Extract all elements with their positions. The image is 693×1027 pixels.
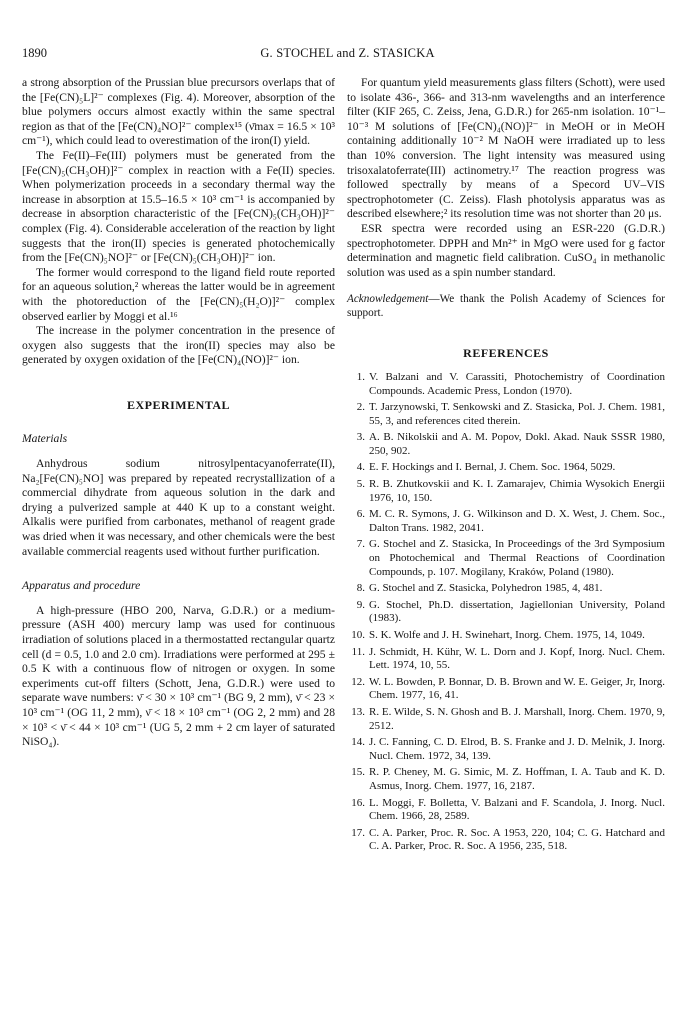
left-column [22, 76, 335, 750]
reference-number: 16. [351, 796, 365, 809]
reference-item [347, 646, 665, 673]
paragraph: The former would correspond to the ligand field route reported for an aqueous solution,² whereas the latter would be in agreement with the photoreduction of the [Fe(CN)₅(H₂O)]²⁻ complex observed earlier by Moggi et al.¹⁶ [22, 265, 335, 323]
reference-item [347, 629, 665, 643]
reference-item [347, 538, 665, 579]
reference-text: R. B. Zhutkovskii and K. I. Zamarajev, Chimia Wysokich Energii 1976, 10, 150. [369, 478, 665, 504]
reference-text: S. K. Wolfe and J. H. Swinehart, Inorg. Chem. 1975, 14, 1049. [369, 629, 645, 641]
reference-text: G. Stochel and Z. Stasicka, In Proceedings of the 3rd Symposium on Photochemical and Thermal Reactions of Coordination Compounds, p. 107. Mogilany, Kraków, Poland (1980). [369, 538, 665, 578]
reference-number: 9. [356, 598, 365, 611]
reference-number: 6. [356, 508, 365, 521]
reference-item [347, 766, 665, 793]
reference-item [347, 599, 665, 626]
reference-text: G. Stochel, Ph.D. dissertation, Jagiellonian University, Poland (1983). [369, 598, 665, 625]
reference-number: 2. [356, 401, 365, 414]
reference-text: M. C. R. Symons, J. G. Wilkinson and D. X. West, J. Chem. Soc., Dalton Trans. 1982, 2041. [369, 508, 665, 534]
reference-item [347, 736, 665, 763]
reference-number: 12. [351, 675, 365, 688]
subsection-heading-materials: Materials [22, 432, 68, 446]
acknowledgement [347, 292, 665, 320]
reference-item [347, 582, 665, 596]
paragraph: The Fe(II)–Fe(III) polymers must be generated from the [Fe(CN)₅(CH₃OH)]²⁻ complex in reaction with a Fe(II) species. When polymerization proceeds in a secondary thermal way the increase in absorption at 15.5–16.5 × 10³ cm⁻¹ is accompanied by decrease in absorption characteristic of the [Fe(CN)₅(CH₃OH)]²⁻ complex (Fig. 4). Considerable acceleration of the reaction by light suggests that the iron(II) species is generated photochemically from the [Fe(CN)₅NO]²⁻ or [Fe(CN)₅(CH₃OH)]²⁻ ion. [22, 148, 335, 265]
reference-item [347, 706, 665, 733]
page-number: 1890 [22, 46, 47, 60]
reference-text: R. P. Cheney, M. G. Simic, M. Z. Hoffman, I. A. Taub and K. D. Asmus, Inorg. Chem. 1977, 16, 2187. [369, 766, 665, 792]
reference-number: 17. [351, 826, 365, 839]
reference-number: 13. [351, 705, 365, 718]
reference-number: 10. [351, 629, 365, 641]
reference-number: 1. [356, 370, 365, 383]
reference-text: V. Balzani and V. Carassiti, Photochemistry of Coordination Compounds. Academic Press, London (1970). [369, 370, 665, 397]
right-column [347, 76, 665, 857]
paragraph: ESR spectra were recorded using an ESR-220 (G.D.R.) spectrophotometer. DPPH and Mn²⁺ in MgO were used for g factor determination and magnetic field calibration. CuSO₄ in methanolic solution was used as a spin number standard. [347, 221, 665, 279]
reference-text: J. C. Fanning, C. D. Elrod, B. S. Franke and J. D. Melnik, J. Inorg. Nucl. Chem. 1972, 34, 139. [369, 736, 665, 762]
reference-text: E. F. Hockings and I. Bernal, J. Chem. Soc. 1964, 5029. [369, 461, 616, 474]
reference-number: 7. [356, 538, 365, 551]
reference-item [347, 461, 665, 475]
reference-text: J. Schmidt, H. Kühr, W. L. Dorn and J. Kopf, Inorg. Nucl. Chem. Lett. 1974, 10, 55. [369, 645, 665, 672]
reference-number: 15. [351, 766, 365, 779]
page-header [22, 46, 673, 62]
section-heading-experimental: EXPERIMENTAL [126, 397, 231, 412]
acknowledgement-text: —We thank the Polish Academy of Sciences for support. [347, 293, 665, 320]
references-heading: REFERENCES [463, 346, 549, 361]
paragraph: a strong absorption of the Prussian blue precursors overlaps that of the [Fe(CN)₅L]²⁻ complexes (Fig. 4). Moreover, absorption of the blue polymers occurs almost exactly within the same spectral region as that of the [Fe(CN)₄NO]²⁻ complex¹⁵ (ν̄max = 16.5 × 10³ cm⁻¹), which could lead to overestimation of the iron(I) yield. [22, 76, 335, 148]
paragraph: The increase in the polymer concentration in the presence of oxygen also suggests that the iron(II) species may also be generated by oxygen oxidation of the [Fe(CN)₄(NO)]²⁻ ion. [22, 324, 335, 367]
reference-text: A. B. Nikolskii and A. M. Popov, Dokl. Akad. Nauk SSSR 1980, 250, 902. [369, 431, 665, 457]
reference-number: 3. [356, 431, 365, 444]
reference-text: L. Moggi, F. Bolletta, V. Balzani and F. Scandola, J. Inorg. Nucl. Chem. 1966, 28, 2589. [369, 796, 665, 823]
reference-number: 5. [356, 478, 365, 491]
reference-text: R. E. Wilde, S. N. Ghosh and B. J. Marshall, Inorg. Chem. 1970, 9, 2512. [369, 705, 665, 732]
reference-item [347, 676, 665, 703]
reference-text: G. Stochel and Z. Stasicka, Polyhedron 1985, 4, 481. [369, 582, 603, 595]
paragraph: For quantum yield measurements glass filters (Schott), were used to isolate 436-, 366- and 313-nm wavelengths and an interference filter (KIF 265, C. Zeiss, Jena, G.D.R.) for 265-nm isolation. 10⁻¹–10⁻³ M solutions of [Fe(CN)₄(NO)]²⁻ in MeOH or in MeOH containing additionally 10⁻² M NaOH were irradiated up to less than 10% conversion. The light intensity was measured using trisoxalatoferrate(III) actinometry.¹⁷ The reaction progress was followed spectrally by means of a Specord UV–VIS spectrophotometer (C. Zeiss). Flash photolysis apparatus was as described elsewhere;² its resolution time was not shorter than 20 μs. [347, 76, 665, 221]
reference-item [347, 431, 665, 458]
reference-item [347, 401, 665, 428]
paragraph: Anhydrous sodium nitrosylpentacyanoferrate(II), Na₂[Fe(CN)₅NO] was prepared by repeated recrystallization of a commercial dihydrate from aqueous solution in the dark and drying a pulverized sample at 440 K up to a constant weight. Alkalis were purified from carbonates, methanol of reagent grade was dried when it was necessary, and other chemicals were the best available commercial reagents used without further purification. [22, 457, 335, 558]
subsection-heading-apparatus: Apparatus and procedure [22, 579, 141, 593]
reference-text: W. L. Bowden, P. Bonnar, D. B. Brown and W. E. Geiger, Jr, Inorg. Chem. 1977, 16, 41. [369, 675, 665, 702]
reference-number: 8. [356, 582, 365, 595]
running-head: G. STOCHEL and Z. STASICKA [260, 46, 435, 60]
reference-item [347, 797, 665, 824]
reference-number: 14. [351, 736, 365, 749]
reference-text: C. A. Parker, Proc. R. Soc. A 1953, 220, 104; C. G. Hatchard and C. A. Parker, Proc. R. Soc. A 1956, 235, 518. [369, 826, 665, 853]
reference-item [347, 371, 665, 398]
acknowledgement-label: Acknowledgement [347, 293, 429, 306]
reference-item [347, 508, 665, 535]
reference-text: T. Jarzynowski, T. Senkowski and Z. Stasicka, Pol. J. Chem. 1981, 55, 3, and references cited therein. [369, 401, 665, 427]
paragraph: A high-pressure (HBO 200, Narva, G.D.R.) or a medium-pressure (ASH 400) mercury lamp was used for continuous irradiation of solutions placed in a thermostatted rectangular quartz cell (d = 0.5, 1.0 and 2.0 cm). Irradiations were performed at 295 ± 0.5 K with a continuous flow of nitrogen or oxygen. In some experiments cut-off filters (Schott, Jena, G.D.R.) were used to separate wave numbers: ν̄ < 30 × 10³ cm⁻¹ (BG 9, 2 mm), ν̄ < 23 × 10³ cm⁻¹ (OG 11, 2 mm), ν̄ < 18 × 10³ cm⁻¹ (OG 2, 2 mm) and 28 × 10³ < ν̄ < 44 × 10³ cm⁻¹ (UG 5, 2 mm + 2 cm layer of saturated NiSO₄). [22, 603, 335, 749]
reference-number: 4. [356, 461, 365, 474]
reference-item [347, 827, 665, 854]
reference-item [347, 478, 665, 505]
reference-number: 11. [351, 645, 365, 658]
references-list [347, 371, 665, 854]
